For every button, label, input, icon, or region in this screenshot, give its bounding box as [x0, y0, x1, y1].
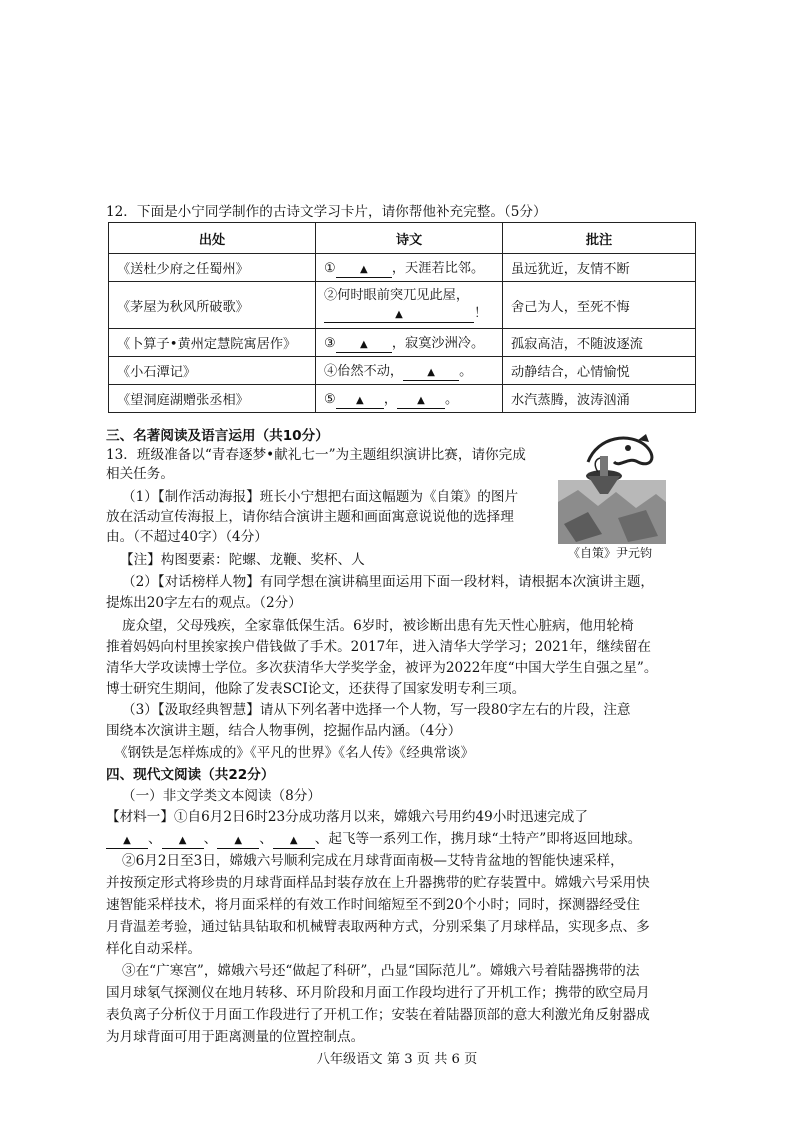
material1-para2-line5: 样化自动采样。	[106, 941, 202, 957]
q13-stem-line1: 13．班级准备以“青春逐梦•献礼七一”为主题组织演讲比赛，请你完成	[106, 447, 526, 463]
table-row	[109, 329, 696, 357]
answer-blank[interactable]: ▲	[273, 834, 315, 849]
table-row	[109, 254, 696, 282]
zice-poster-image	[558, 432, 666, 544]
q13-part1-line1: （1）【制作活动海报】班长小宁想把右面这幅题为《自策》的图片	[122, 489, 519, 505]
material1-para3-line1: ③在“广寒宫”，嫦娥六号还“做起了科研”，凸显“国际范儿”。嫦娥六号着陆器携带的法	[122, 963, 640, 979]
row-source: 《卜算子•黄州定慧院寓居作》	[109, 329, 316, 357]
header-source: 出处	[109, 223, 316, 254]
table-header-row	[109, 223, 696, 254]
row-source: 《望洞庭湖赠张丞相》	[109, 385, 316, 413]
section4-heading: 四、现代文阅读（共22分）	[106, 767, 275, 783]
row-source: 《茅屋为秋风所破歌》	[109, 282, 316, 329]
material1-para3-line4: 为月球背面可用于距离测量的位置控制点。	[106, 1029, 365, 1045]
answer-blank[interactable]: ▲	[217, 834, 259, 849]
answer-blank[interactable]: ▲	[397, 394, 445, 409]
poetry-card-table	[108, 222, 696, 413]
row-note: 虽远犹近，友情不断	[503, 254, 696, 282]
row-note: 动静结合，心情愉悦	[503, 357, 696, 385]
material1-para2-line4: 月背温差考验，通过钻具钻取和机械臂表取两种方式，分别采集了月球样品，实现多点、多	[106, 919, 650, 935]
table-row	[109, 282, 696, 329]
material1-para3-line3: 表负离子分析仪于月面工作段进行了开机工作；安装在着陆器顶部的意大利激光角反射器成	[106, 1007, 650, 1023]
poster-caption: 《自策》尹元钧	[568, 546, 653, 560]
row-verse: ③ ▲ ，寂寞沙洲冷。	[316, 329, 503, 357]
material1-para2-line2: 并按预定形式将珍贵的月球背面样品封装存放在上升器携带的贮存装置中。嫦娥六号采用快	[106, 875, 650, 891]
material1-para2-line3: 速智能采样技术，将月面采样的有效工作时间缩短至不到20个小时；同时，探测器经受住	[106, 897, 640, 913]
q13-part2-line1: （2）【对话榜样人物】有同学想在演讲稿里面运用下面一段材料，请根据本次演讲主题，	[122, 574, 655, 590]
answer-blank[interactable]: ▲	[336, 338, 392, 353]
table-row	[109, 357, 696, 385]
row-note: 水汽蒸腾，波涛汹涌	[503, 385, 696, 413]
row-verse: ②何时眼前突兀见此屋， ▲ ！	[316, 282, 503, 329]
material-line2: 推着妈妈向村里挨家挨户借钱做了手术。2017年，进入清华大学学习；2021年，继续留在	[106, 639, 651, 655]
answer-blank[interactable]: ▲	[403, 366, 459, 381]
answer-blank[interactable]: ▲	[106, 834, 148, 849]
section3-heading: 三、名著阅读及语言运用（共10分）	[106, 428, 329, 444]
q13-part1-line3: 由。（不超过40字）（4分）	[106, 529, 268, 545]
material-line3: 清华大学攻读博士学位。多次获清华大学奖学金，被评为2022年度“中国大学生自强之星”。	[106, 660, 658, 676]
header-note: 批注	[503, 223, 696, 254]
row-verse: ④佁然不动， ▲ 。	[316, 357, 503, 385]
answer-blank[interactable]: ▲	[336, 263, 392, 278]
material1-para1-line1: 【材料一】①自6月2日6时23分成功落月以来，嫦娥六号用约49小时迅速完成了	[106, 809, 588, 825]
row-verse: ① ▲ ，天涯若比邻。	[316, 254, 503, 282]
answer-blank[interactable]: ▲	[324, 308, 474, 323]
q12-stem: 12．下面是小宁同学制作的古诗文学习卡片，请你帮他补充完整。（5分）	[106, 204, 547, 220]
q13-part3-line2: 围绕本次演讲主题，结合人物事例，挖掘作品内涵。（4分）	[106, 723, 462, 739]
page-footer: 八年级语文 第 3 页 共 6 页	[316, 1052, 478, 1067]
q13-stem-line2: 相关任务。	[106, 466, 174, 482]
row-source: 《小石潭记》	[109, 357, 316, 385]
answer-blank[interactable]: ▲	[162, 834, 204, 849]
answer-blank[interactable]: ▲	[336, 394, 384, 409]
q13-part1-line2: 放在活动宣传海报上，请你结合演讲主题和画面寓意说说他的选择理	[106, 509, 514, 525]
row-note: 舍己为人，至死不悔	[503, 282, 696, 329]
row-note: 孤寂高洁，不随波逐流	[503, 329, 696, 357]
material1-para1-line2: ▲ 、 ▲ 、 ▲ 、 ▲ 、起飞等一系列工作，携月球“土特产”即将返回地球。	[106, 830, 641, 849]
material1-para3-line2: 国月球氡气探测仪在地月转移、环月阶段和月面工作段均进行了开机工作；携带的欧空局月	[106, 985, 650, 1001]
book-list: 《钢铁是怎样炼成的》《平凡的世界》《名人传》《经典常谈》	[114, 745, 475, 761]
subsection-heading: （一）非文学类文本阅读（8分）	[122, 788, 321, 804]
material-line4: 博士研究生期间，他除了发表SCI论文，还获得了国家发明专利三项。	[106, 681, 526, 697]
material-line1: 庞众望，父母残疾，全家靠低保生活。6岁时，被诊断出患有先天性心脏病，他用轮椅	[122, 618, 634, 634]
material1-para2-line1: ②6月2日至3日，嫦娥六号顺利完成在月球背面南极—艾特肯盆地的智能快速采样，	[122, 853, 624, 869]
row-verse: ⑤ ▲ ， ▲ 。	[316, 385, 503, 413]
row-source: 《送杜少府之任蜀州》	[109, 254, 316, 282]
table-row	[109, 385, 696, 413]
q13-part2-line2: 提炼出20字左右的观点。（2分）	[106, 595, 302, 611]
header-verse: 诗文	[316, 223, 503, 254]
composition-note: 【注】构图要素：陀螺、龙鞭、奖杯、人	[120, 552, 365, 568]
q13-part3-line1: （3）【汲取经典智慧】请从下列名著中选择一个人物，写一段80字左右的片段，注意	[122, 702, 631, 718]
